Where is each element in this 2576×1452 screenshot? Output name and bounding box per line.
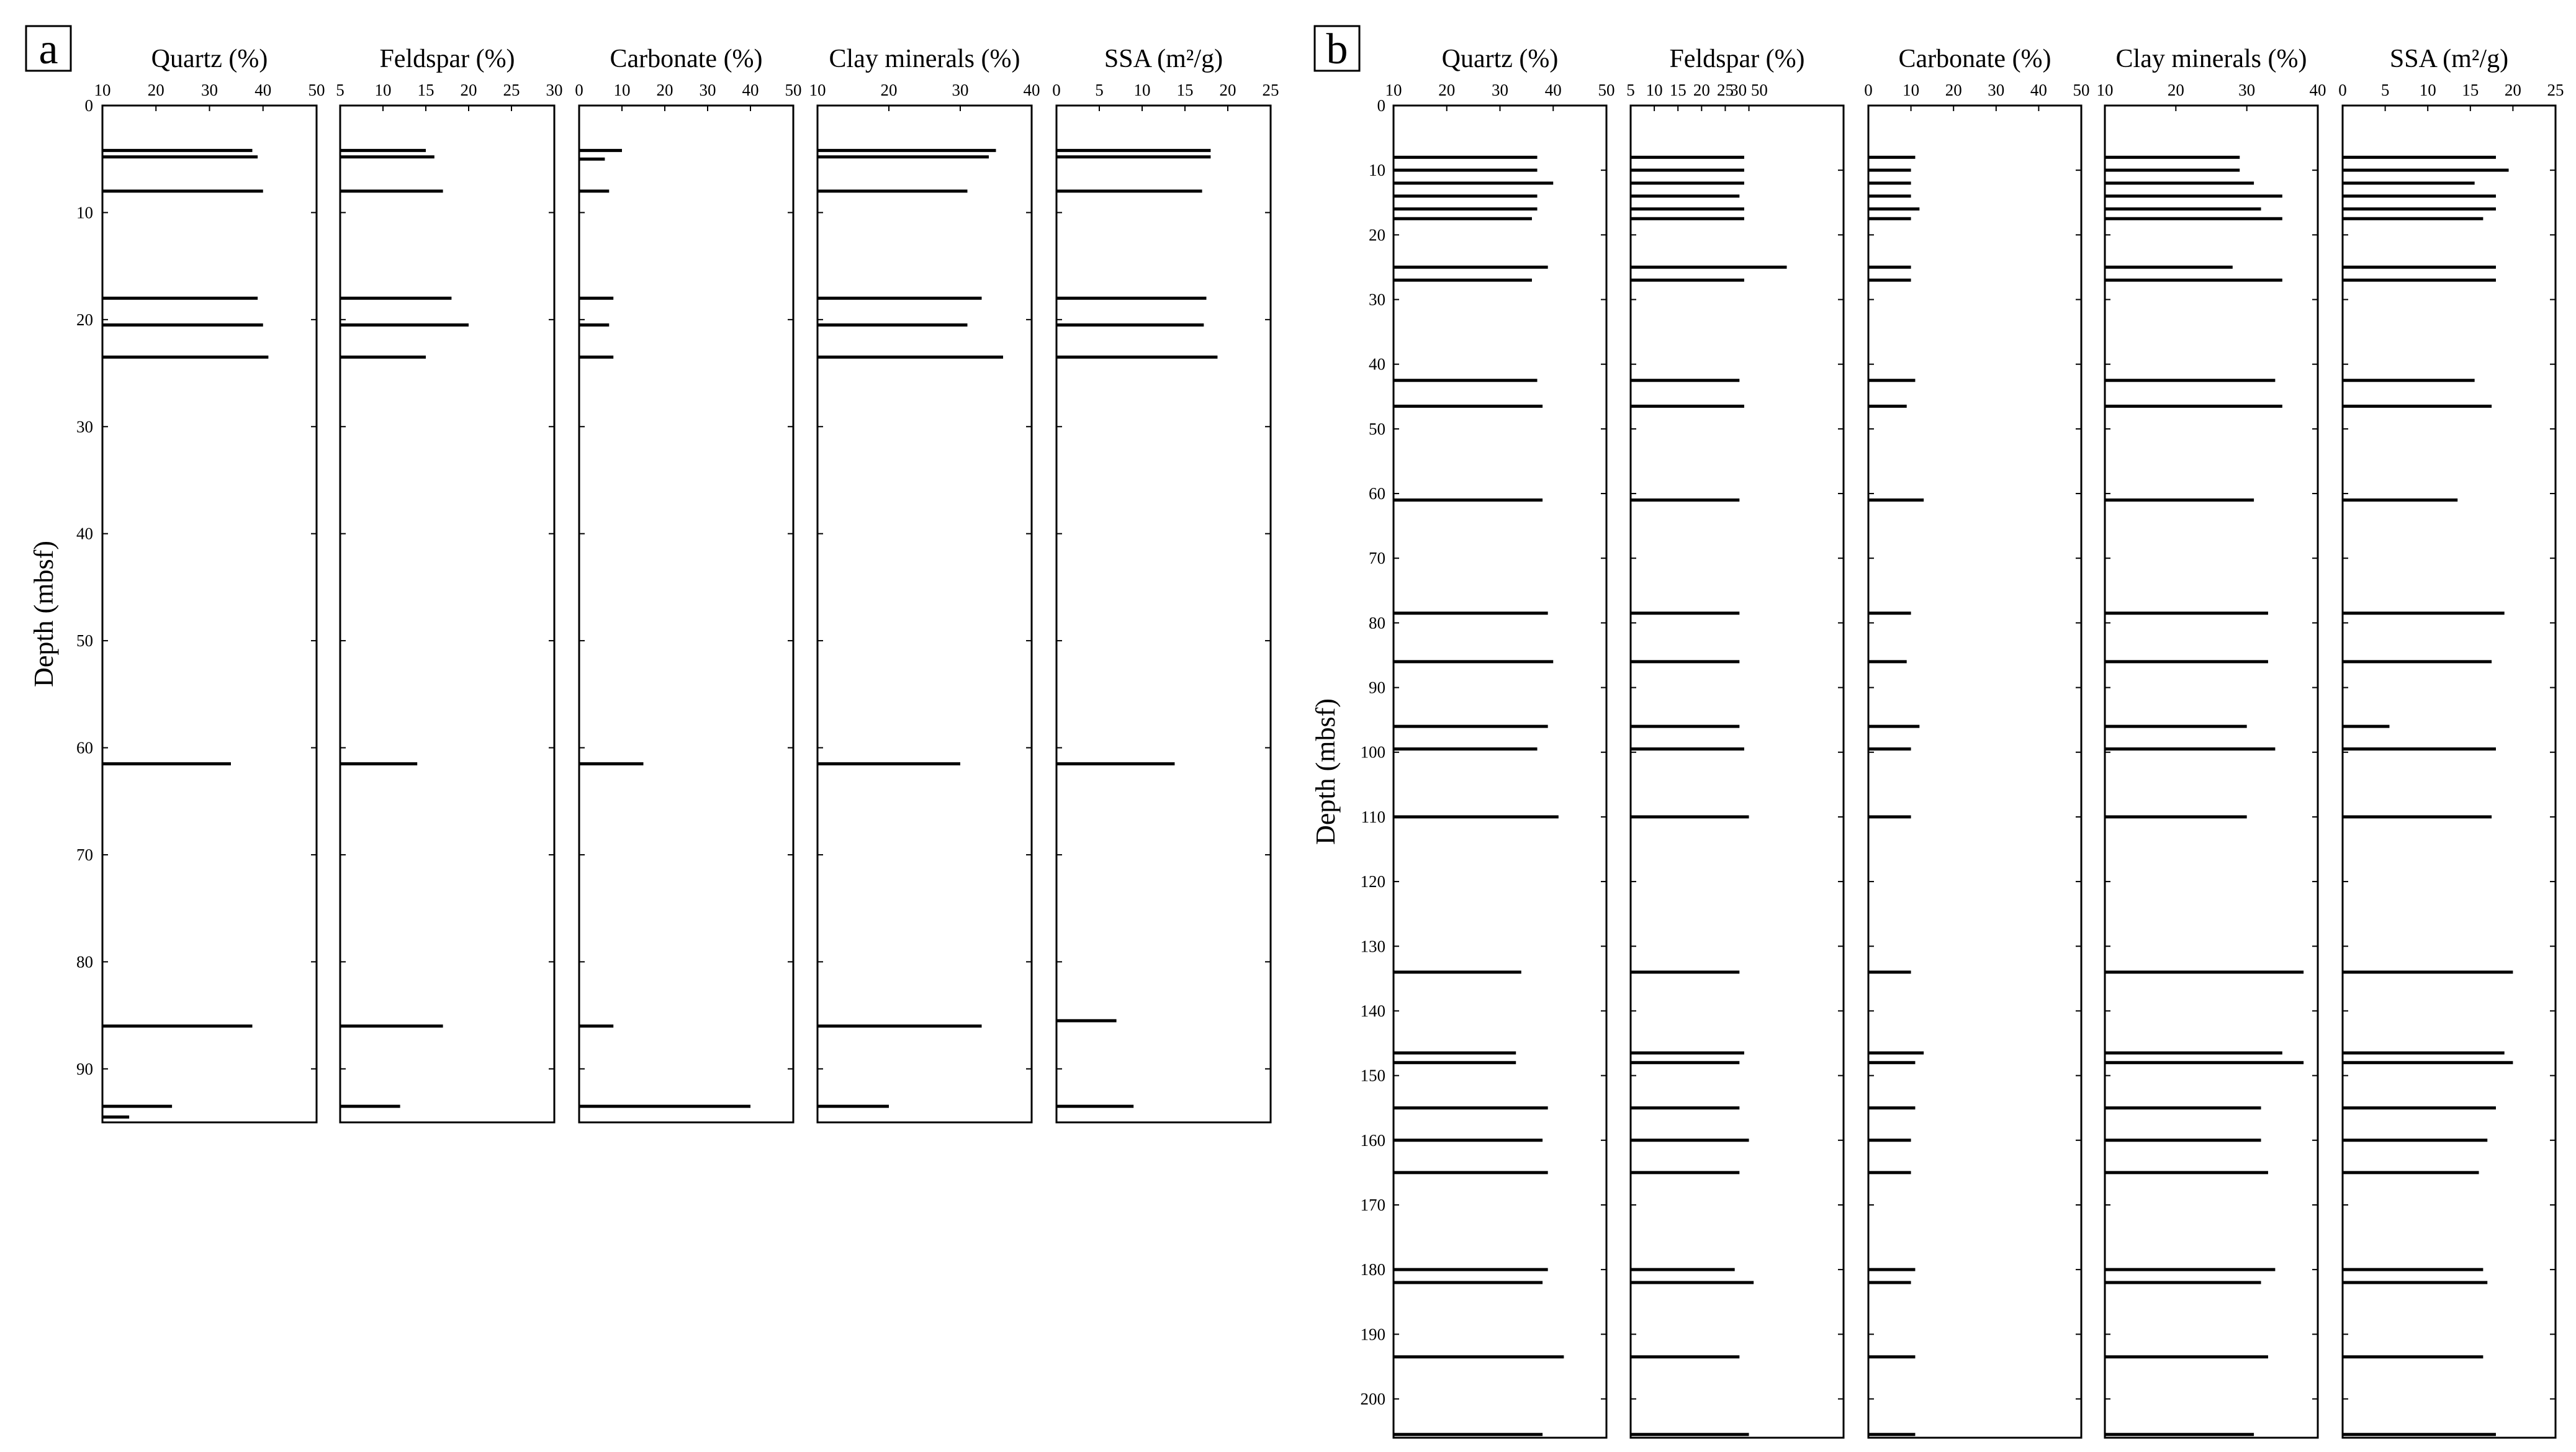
x-tick-label: 0 xyxy=(1052,81,1061,99)
x-tick-label: 50 xyxy=(308,81,325,99)
x-tick-label: 20 xyxy=(1438,81,1456,99)
track-title: Feldspar (%) xyxy=(379,45,515,73)
y-tick-label: 150 xyxy=(1360,1066,1385,1085)
x-tick-label: 10 xyxy=(809,81,826,99)
y-tick-label: 70 xyxy=(76,845,93,864)
x-tick-label: 20 xyxy=(2504,81,2521,99)
y-tick-label: 40 xyxy=(76,524,93,543)
y-tick-label: 30 xyxy=(1369,290,1385,309)
x-tick-label: 20 xyxy=(880,81,898,99)
x-tick-label: 15 xyxy=(2462,81,2479,99)
track-title: Carbonate (%) xyxy=(1898,45,2051,73)
x-tick-label: 10 xyxy=(2419,81,2436,99)
x-tick-label: 10 xyxy=(374,81,392,99)
y-tick-label: 100 xyxy=(1360,742,1385,762)
y-tick-label: 160 xyxy=(1360,1130,1385,1150)
x-tick-label: 20 xyxy=(656,81,673,99)
x-tick-label: 15 xyxy=(1176,81,1194,99)
track-frame xyxy=(1394,106,1606,1438)
track-frame xyxy=(2343,106,2556,1438)
track-frame xyxy=(340,106,554,1122)
y-tick-label: 90 xyxy=(76,1059,93,1078)
track-title: Carbonate (%) xyxy=(610,45,763,73)
y-tick-label: 170 xyxy=(1360,1195,1385,1214)
x-tick-label: 10 xyxy=(1133,81,1151,99)
track-frame xyxy=(1868,106,2081,1438)
track-frame xyxy=(1056,106,1271,1122)
x-tick-label: 10 xyxy=(1385,81,1402,99)
x-tick-label: 20 xyxy=(1219,81,1236,99)
track-title: SSA (m²/g) xyxy=(2389,45,2509,73)
y-tick-label: 190 xyxy=(1360,1325,1385,1344)
x-tick-label: 30 xyxy=(1492,81,1508,99)
y-tick-label: 50 xyxy=(76,631,93,651)
y-tick-label: 20 xyxy=(76,310,93,329)
panel-letter: a xyxy=(38,25,58,73)
x-tick-label: 30 50 xyxy=(1730,81,1768,99)
x-tick-label: 20 xyxy=(1693,81,1710,99)
y-tick-label: 0 xyxy=(84,96,93,115)
track-title: Clay minerals (%) xyxy=(829,45,1020,73)
y-tick-label: 90 xyxy=(1369,678,1385,697)
track-title: SSA (m²/g) xyxy=(1104,45,1223,73)
y-tick-label: 120 xyxy=(1360,872,1385,891)
x-tick-label: 0 xyxy=(1864,81,1873,99)
y-tick-label: 50 xyxy=(1369,419,1385,438)
x-tick-label: 30 xyxy=(952,81,969,99)
x-tick-label: 20 xyxy=(2167,81,2184,99)
x-tick-label: 40 xyxy=(2030,81,2047,99)
y-tick-label: 130 xyxy=(1360,937,1385,956)
x-tick-label: 30 xyxy=(699,81,716,99)
y-tick-label: 20 xyxy=(1369,225,1385,245)
y-tick-label: 180 xyxy=(1360,1260,1385,1279)
panel-letter: b xyxy=(1326,25,1348,73)
y-tick-label: 60 xyxy=(76,738,93,757)
x-tick-label: 20 xyxy=(147,81,164,99)
x-tick-label: 10 xyxy=(613,81,631,99)
y-tick-label: 110 xyxy=(1361,807,1385,826)
x-tick-label: 30 xyxy=(1988,81,2005,99)
y-tick-label: 80 xyxy=(1369,613,1385,633)
track-title: Quartz (%) xyxy=(1441,45,1559,73)
x-tick-label: 10 xyxy=(2096,81,2114,99)
y-tick-label: 200 xyxy=(1360,1389,1385,1409)
x-tick-label: 40 xyxy=(254,81,272,99)
y-tick-label: 0 xyxy=(1377,96,1385,115)
x-tick-label: 15 xyxy=(417,81,435,99)
x-tick-label: 30 xyxy=(546,81,563,99)
track-title: Clay minerals (%) xyxy=(2115,45,2307,73)
track-frame xyxy=(2105,106,2318,1438)
x-tick-label: 10 xyxy=(94,81,111,99)
track-frame xyxy=(102,106,317,1122)
x-tick-label: 40 xyxy=(742,81,759,99)
x-tick-label: 25 xyxy=(503,81,520,99)
track-title: Quartz (%) xyxy=(151,45,268,73)
x-tick-label: 10 xyxy=(1903,81,1920,99)
y-axis-label: Depth (mbsf) xyxy=(1310,698,1341,845)
y-tick-label: 30 xyxy=(76,417,93,436)
y-tick-label: 10 xyxy=(76,203,93,222)
x-tick-label: 10 xyxy=(1646,81,1663,99)
y-tick-label: 80 xyxy=(76,952,93,972)
x-tick-label: 5 xyxy=(1095,81,1104,99)
x-tick-label: 5 xyxy=(336,81,345,99)
x-tick-label: 30 xyxy=(201,81,218,99)
x-tick-label: 25 xyxy=(1262,81,1279,99)
x-tick-label: 25 xyxy=(2547,81,2564,99)
x-tick-label: 30 xyxy=(2238,81,2256,99)
x-tick-label: 20 xyxy=(460,81,477,99)
x-tick-label: 25 xyxy=(1716,81,1734,99)
x-tick-label: 5 xyxy=(1626,81,1635,99)
y-tick-label: 140 xyxy=(1360,1001,1385,1021)
x-tick-label: 5 xyxy=(2380,81,2390,99)
x-tick-label: 40 xyxy=(1544,81,1562,99)
x-tick-label: 50 xyxy=(2073,81,2090,99)
x-tick-label: 0 xyxy=(575,81,583,99)
track-frame xyxy=(1631,106,1844,1438)
y-tick-label: 60 xyxy=(1369,484,1385,503)
track-title: Feldspar (%) xyxy=(1669,45,1805,73)
x-tick-label: 50 xyxy=(785,81,802,99)
x-tick-label: 40 xyxy=(1023,81,1040,99)
x-tick-label: 15 xyxy=(1669,81,1687,99)
x-tick-label: 0 xyxy=(2338,81,2347,99)
track-frame xyxy=(579,106,793,1122)
x-tick-label: 20 xyxy=(1945,81,1962,99)
y-tick-label: 10 xyxy=(1369,161,1385,180)
y-tick-label: 40 xyxy=(1369,354,1385,374)
track-frame xyxy=(817,106,1032,1122)
y-tick-label: 70 xyxy=(1369,549,1385,568)
x-tick-label: 40 xyxy=(2309,81,2326,99)
x-tick-label: 50 xyxy=(1598,81,1615,99)
y-axis-label: Depth (mbsf) xyxy=(29,541,59,687)
